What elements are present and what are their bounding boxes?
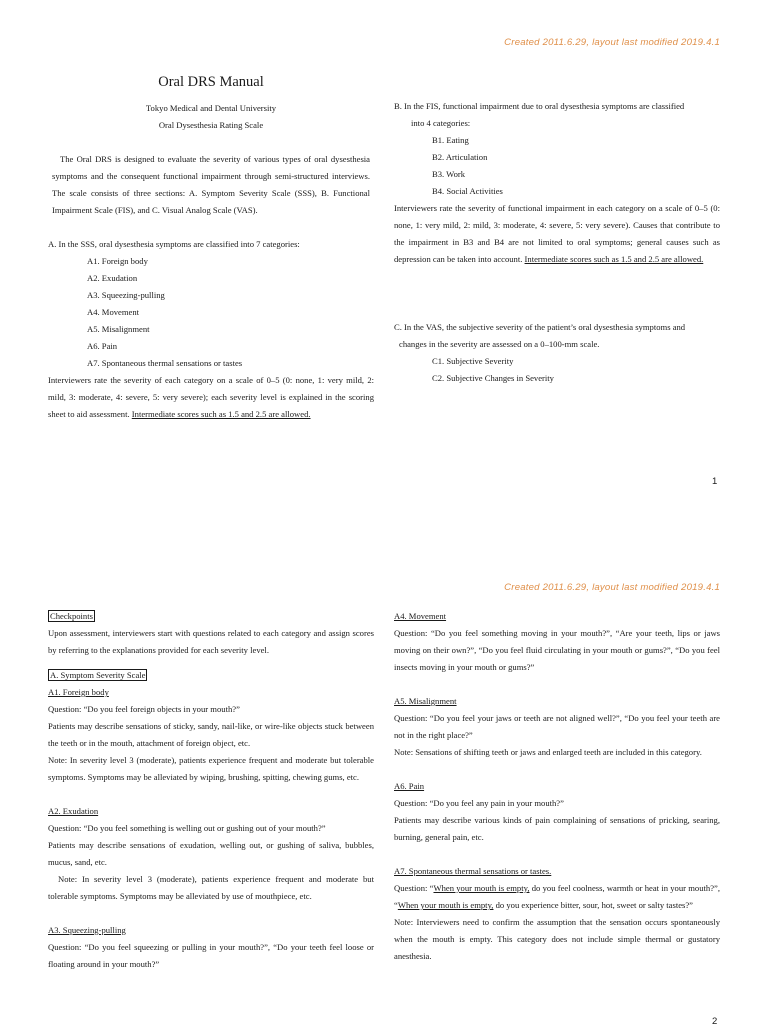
- sss-intermediate-note: Intermediate scores such as 1.5 and 2.5 are allowed.: [131, 409, 311, 419]
- vas-intro-line2: changes in the severity are assessed on a 0–100-mm scale.: [399, 339, 600, 349]
- fis-item-b4: B4. Social Activities: [432, 186, 503, 196]
- fis-item-b3: B3. Work: [432, 169, 466, 179]
- vas-item-c2: C2. Subjective Changes in Severity: [432, 373, 554, 383]
- sss-item-a6: A6. Pain: [87, 341, 118, 351]
- a7-question-part2: do you feel coolness, warmth or heat in your mouth?”, “: [394, 883, 720, 910]
- fis-item-b2: B2. Articulation: [432, 152, 488, 162]
- sss-rating-body: Interviewers rate the severity of each category on a scale of 0–5 (0: none, 1: very mild, 2: mild, 3: moderate, 4: severe, 5: very severe); each severity level is explained in the scoring sheet to aid assessment.: [48, 375, 374, 419]
- vas-intro-line1: C. In the VAS, the subjective severity of the patient’s oral dysesthesia symptoms and: [394, 322, 686, 332]
- a6-question: Question: “Do you feel any pain in your mouth?”: [394, 798, 564, 808]
- a7-question-underline2: When your mouth is empty,: [397, 900, 494, 910]
- sss-item-a3: A3. Squeezing-pulling: [87, 290, 165, 300]
- fis-intro-line1: B. In the FIS, functional impairment due to oral dysesthesia symptoms are classified: [394, 101, 685, 111]
- page-number: 2: [712, 1016, 718, 1024]
- a2-description: Patients may describe sensations of exudation, welling out, or gushing of saliva, bubbles, mucus, sand, etc.: [48, 840, 374, 867]
- fis-rating-text: [394, 200, 720, 268]
- created-note: Created 2011.6.29, layout last modified 2019.4.1: [504, 582, 720, 593]
- a7-question-underline1: When your mouth is empty,: [433, 883, 530, 893]
- created-note: Created 2011.6.29, layout last modified 2019.4.1: [504, 37, 720, 48]
- a7-question-part1: Question: “: [394, 883, 434, 893]
- intro-paragraph: The Oral DRS is designed to evaluate the severity of various types of oral dysesthesia symptoms and the consequent functional impairment through semi-structured interviews. The scale consists of three sections: A. Symptom Severity Scale (SSS), B. Functional Impairment Scale (FIS), and C. Visual Analog Scale (VAS).: [52, 154, 370, 215]
- university-name: Tokyo Medical and Dental University: [145, 103, 277, 113]
- scale-subtitle: Oral Dysesthesia Rating Scale: [158, 120, 264, 130]
- a6-description: Patients may describe various kinds of pain complaining of sensations of pricking, searing, burning, general pain, etc.: [394, 815, 720, 842]
- fis-intro-line2: into 4 categories:: [411, 118, 471, 128]
- checkpoints-text: Upon assessment, interviewers start with questions related to each category and assign scores by referring to the explanations provided for each severity level.: [48, 628, 374, 655]
- a5-note: Note: Sensations of shifting teeth or jaws and enlarged teeth are included in this category.: [394, 747, 702, 757]
- a2-heading: A2. Exudation: [48, 806, 99, 816]
- document-page-2: [0, 512, 768, 1024]
- a7-question-part3: do you experience bitter, sour, hot, sweet or salty tastes?”: [493, 900, 694, 910]
- a4-heading: A4. Movement: [394, 611, 447, 621]
- vas-item-c1: C1. Subjective Severity: [432, 356, 514, 366]
- sss-item-a7: A7. Spontaneous thermal sensations or tastes: [87, 358, 243, 368]
- page-number: 1: [712, 476, 718, 487]
- sss-rating-text: [48, 372, 374, 423]
- a1-question: Question: “Do you feel foreign objects in your mouth?”: [48, 704, 240, 714]
- page1-right-column: [394, 98, 720, 387]
- document-title: Oral DRS Manual: [158, 74, 264, 90]
- page2-left-column: [48, 608, 374, 973]
- a3-question: Question: “Do you feel squeezing or pulling in your mouth?”, “Do your teeth feel loose or floating around in your mouth?”: [48, 942, 374, 969]
- a2-question: Question: “Do you feel something is welling out or gushing out of your mouth?”: [48, 823, 326, 833]
- a7-question: [394, 880, 720, 914]
- checkpoints-heading: Checkpoints: [50, 611, 93, 621]
- sss-item-a1: A1. Foreign body: [87, 256, 148, 266]
- a2-note: Note: In severity level 3 (moderate), patients experience frequent and moderate but tolerable symptoms. Symptoms may be alleviated by use of mouthpiece, etc.: [48, 874, 374, 901]
- sss-item-a5: A5. Misalignment: [87, 324, 150, 334]
- a7-heading: A7. Spontaneous thermal sensations or tastes.: [394, 866, 552, 876]
- a6-heading: A6. Pain: [394, 781, 425, 791]
- fis-intermediate-note: Intermediate scores such as 1.5 and 2.5 are allowed.: [524, 254, 704, 264]
- fis-item-b1: B1. Eating: [432, 135, 469, 145]
- page2-right-column: [394, 608, 720, 965]
- fis-rating-body: Interviewers rate the severity of functional impairment in each category on a scale of 0–5 (0: none, 1: very mild, 2: mild, 3: moderate, 4: severe, 5: very severe). Causes that contribute to the impairment in B3 and B4 are not limited to oral symptoms; general causes such as depression can be taken into account.: [394, 203, 720, 264]
- a5-question: Question: “Do you feel your jaws or teeth are not aligned well?”, “Do you feel your teeth are not in the right place?”: [394, 713, 720, 740]
- a7-note: Note: Interviewers need to confirm the assumption that the sensation occurs spontaneously when the mouth is empty. This category does not include simple thermal or gustatory anesthesia.: [394, 917, 720, 961]
- page1-left-column: [48, 72, 374, 423]
- a1-description: Patients may describe sensations of sticky, sandy, nail-like, or wire-like objects stuck between the teeth or in the mouth, attachment of foreign object, etc.: [48, 721, 374, 748]
- a1-heading: A1. Foreign body: [48, 687, 109, 697]
- a4-question: Question: “Do you feel something moving in your mouth?”, “Are your teeth, lips or jaws moving on their own?”, “Do you feel fluid circulating in your mouth or gums?”, “Do you feel insects moving in your mouth or gums?”: [394, 628, 720, 672]
- sss-item-a4: A4. Movement: [87, 307, 140, 317]
- a1-note: Note: In severity level 3 (moderate), patients experience frequent and moderate but tolerable symptoms. Symptoms may be alleviated by wiping, brushing, spitting, chewing gums, etc.: [48, 755, 374, 782]
- sss-intro: A. In the SSS, oral dysesthesia symptoms are classified into 7 categories:: [48, 239, 300, 249]
- sss-item-a2: A2. Exudation: [87, 273, 138, 283]
- a3-heading: A3. Squeezing-pulling: [48, 925, 126, 935]
- sss-heading: A. Symptom Severity Scale: [50, 670, 146, 680]
- a5-heading: A5. Misalignment: [394, 696, 457, 706]
